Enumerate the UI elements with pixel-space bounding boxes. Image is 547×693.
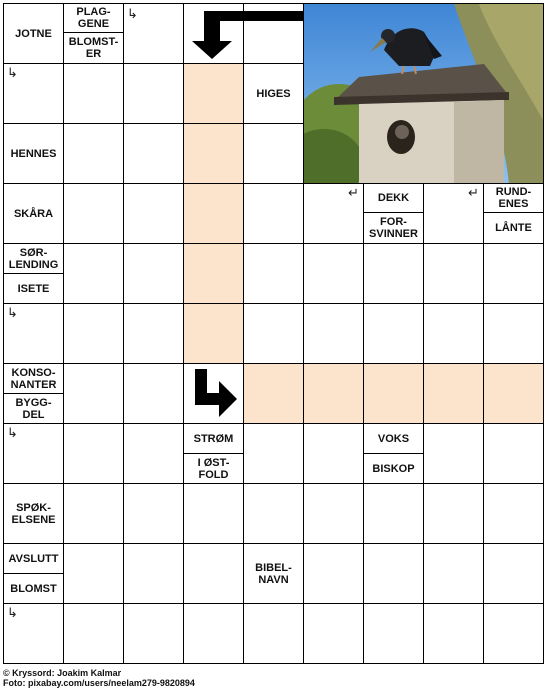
clue-blomster: BLOMST- ER (63, 32, 124, 64)
curved-arrow-icon: ↳ (7, 305, 18, 320)
grid-cell[interactable] (63, 303, 124, 364)
clue-sorlending: SØR- LENDING (3, 243, 64, 274)
grid-cell[interactable] (483, 603, 544, 664)
curved-arrow-down-left-icon: ↵ (348, 185, 359, 200)
solution-turn-arrow-icon (189, 367, 239, 419)
grid-cell[interactable] (123, 303, 184, 364)
clue-dekk: DEKK (363, 183, 424, 213)
crossword-credit: © Kryssord: Joakim Kalmar (3, 668, 122, 678)
grid-cell[interactable] (123, 183, 184, 244)
clue-skara: SKÅRA (3, 183, 64, 244)
clue-rundenes: RUND- ENES (483, 183, 544, 213)
grid-cell[interactable] (63, 363, 124, 424)
grid-cell[interactable] (243, 303, 304, 364)
grid-cell[interactable] (183, 483, 244, 544)
photo-credit: Foto: pixabay.com/users/neelam279-9820894 (3, 678, 195, 688)
grid-cell[interactable] (63, 543, 124, 604)
solution-cell[interactable] (303, 363, 364, 424)
grid-cell[interactable] (63, 123, 124, 184)
clue-isete: ISETE (3, 273, 64, 304)
credits (3, 668, 195, 688)
grid-cell[interactable] (483, 243, 544, 304)
grid-cell[interactable] (63, 603, 124, 664)
curved-arrow-icon: ↳ (7, 65, 18, 80)
grid-cell[interactable] (63, 63, 124, 124)
grid-cell[interactable] (243, 603, 304, 664)
grid-cell[interactable] (243, 243, 304, 304)
clue-konsonanter: KONSO- NANTER (3, 363, 64, 394)
grid-cell[interactable] (123, 543, 184, 604)
grid-cell[interactable] (63, 483, 124, 544)
solution-cell[interactable] (483, 363, 544, 424)
grid-cell[interactable] (423, 603, 484, 664)
grid-cell[interactable] (363, 303, 424, 364)
grid-cell[interactable] (183, 603, 244, 664)
clue-higes: HIGES (243, 63, 304, 124)
grid-cell[interactable] (303, 543, 364, 604)
clue-byggdel: BYGG- DEL (3, 393, 64, 424)
starling-nestbox-image (304, 4, 544, 184)
solution-cell[interactable] (423, 363, 484, 424)
grid-cell[interactable] (423, 423, 484, 484)
clue-bibelnavn: BIBEL- NAVN (243, 543, 304, 604)
grid-cell[interactable] (303, 483, 364, 544)
grid-cell[interactable] (423, 543, 484, 604)
grid-cell[interactable] (123, 363, 184, 424)
grid-cell[interactable] (363, 603, 424, 664)
clue-blomst: BLOMST (3, 573, 64, 604)
clue-lante: LÅNTE (483, 212, 544, 244)
grid-cell[interactable] (303, 243, 364, 304)
clue-voks: VOKS (363, 423, 424, 454)
solution-cell[interactable] (363, 363, 424, 424)
grid-cell[interactable] (363, 243, 424, 304)
grid-cell[interactable] (483, 423, 544, 484)
grid-cell[interactable] (243, 123, 304, 184)
grid-cell[interactable] (123, 423, 184, 484)
clue-hennes: HENNES (3, 123, 64, 184)
solution-cell[interactable] (183, 303, 244, 364)
grid-cell[interactable] (123, 483, 184, 544)
clue-strom: STRØM (183, 423, 244, 454)
solution-cell[interactable] (183, 63, 244, 124)
grid-cell[interactable] (423, 483, 484, 544)
curved-arrow-down-left-icon: ↵ (468, 185, 479, 200)
grid-cell[interactable] (363, 543, 424, 604)
grid-cell[interactable] (63, 183, 124, 244)
grid-cell[interactable] (363, 483, 424, 544)
clue-forsvinner: FOR- SVINNER (363, 212, 424, 244)
grid-cell[interactable] (123, 243, 184, 304)
solution-start-arrow-icon (188, 9, 304, 61)
clue-jotne: JOTNE (3, 3, 64, 64)
grid-cell[interactable] (243, 423, 304, 484)
grid-cell[interactable] (303, 603, 364, 664)
grid-cell[interactable] (483, 543, 544, 604)
solution-cell[interactable] (183, 243, 244, 304)
grid-cell[interactable] (423, 303, 484, 364)
clue-plaggene: PLAG- GENE (63, 3, 124, 33)
curved-arrow-icon: ↳ (7, 425, 18, 440)
clue-spokelsene: SPØK- ELSENE (3, 483, 64, 544)
solution-cell[interactable] (183, 183, 244, 244)
grid-cell[interactable] (483, 303, 544, 364)
grid-cell[interactable] (243, 183, 304, 244)
clue-biskop: BISKOP (363, 453, 424, 484)
grid-cell[interactable] (303, 423, 364, 484)
solution-cell[interactable] (243, 363, 304, 424)
solution-cell[interactable] (183, 123, 244, 184)
grid-cell[interactable] (243, 483, 304, 544)
grid-cell[interactable] (63, 423, 124, 484)
curved-arrow-icon: ↳ (7, 605, 18, 620)
grid-cell[interactable] (183, 543, 244, 604)
clue-avslutt: AVSLUTT (3, 543, 64, 574)
grid-cell[interactable] (63, 243, 124, 304)
grid-cell[interactable] (483, 483, 544, 544)
grid-cell[interactable] (123, 123, 184, 184)
clue-ostfold: I ØST- FOLD (183, 453, 244, 484)
grid-cell[interactable] (123, 63, 184, 124)
crossword-board (3, 3, 544, 665)
starling-photo (303, 3, 544, 184)
grid-cell[interactable] (123, 603, 184, 664)
curved-arrow-icon: ↳ (127, 6, 138, 21)
grid-cell[interactable] (303, 303, 364, 364)
grid-cell[interactable] (423, 243, 484, 304)
